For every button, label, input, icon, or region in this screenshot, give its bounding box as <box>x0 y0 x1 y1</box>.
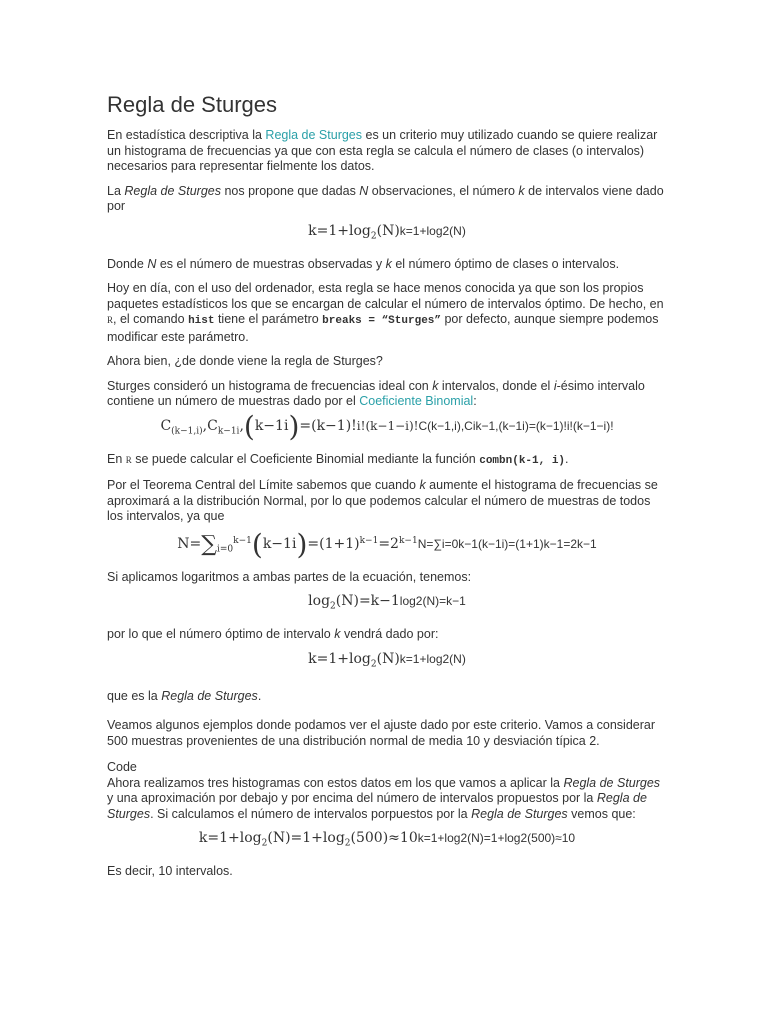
formula-math: k−1i <box>254 417 289 434</box>
paren-right: ) <box>296 527 308 561</box>
formula-sub: 2 <box>261 838 268 849</box>
text: intervalos, donde el <box>438 378 554 393</box>
var-n: N <box>147 256 157 271</box>
text: es un criterio muy utilizado cuando se quiere realizar un histograma de frecuencias ya que con esta regla se calcula el número de clases (o intervalos) necesarios para representar fielmente los datos. <box>107 128 658 173</box>
binomial-paragraph <box>107 379 667 410</box>
formula-plain: log2(N)=k−1 <box>399 594 466 609</box>
definition-paragraph <box>107 184 667 215</box>
software-paragraph <box>107 281 667 345</box>
paren-left: ( <box>251 527 263 561</box>
formula-sub: k−1i <box>217 426 240 437</box>
regla-sturges-link[interactable]: Regla de Sturges <box>265 128 363 142</box>
final-paragraph: Es decir, 10 intervalos. <box>107 864 233 879</box>
text: . <box>257 688 262 703</box>
text: y una aproximación por debajo y por encima del número de intervalos propuestos por la <box>107 791 597 806</box>
formula-plain: k=1+log2(N) <box>399 651 466 666</box>
text: que es la <box>107 688 162 703</box>
question-paragraph: Ahora bien, ¿de donde viene la regla de Sturges? <box>107 354 383 368</box>
formula-sub: 2 <box>344 838 351 849</box>
formula-math: =(1+1) <box>307 535 360 552</box>
formula-sub: (k−1,i) <box>171 426 203 437</box>
conclusion-paragraph <box>107 689 667 705</box>
formula-math: k−1i <box>262 535 297 552</box>
combn-paragraph <box>107 452 667 470</box>
r-symbol: R <box>125 454 132 465</box>
text: se puede calcular el Coeficiente Binomial mediante la función <box>131 451 480 466</box>
formula-sturges-2 <box>107 652 667 673</box>
formula-sup: k−1 <box>359 535 379 546</box>
formula-math: log <box>308 593 331 610</box>
formula-sturges <box>107 224 667 245</box>
text-italic: Regla de Sturges <box>107 791 647 821</box>
histograms-paragraph <box>107 760 667 822</box>
text-italic: Regla de Sturges <box>161 688 258 703</box>
var-k: k <box>518 183 525 198</box>
text: observaciones, el número <box>368 183 519 198</box>
var-i: i <box>553 378 557 393</box>
formula-500 <box>107 831 667 852</box>
formula-sub: 2 <box>370 659 377 670</box>
inline-code: combn(k-1, i) <box>479 454 566 467</box>
paren-left: ( <box>243 409 255 443</box>
text: Por el Teorema Central del Límite sabemos que cuando <box>107 478 420 493</box>
var-k: k <box>432 378 439 393</box>
where-paragraph <box>107 257 667 273</box>
code-label: Code <box>107 760 137 775</box>
text: Donde <box>107 256 148 271</box>
text: En estadística descriptiva la <box>107 128 266 142</box>
text: es el número de muestras observadas y <box>156 256 386 271</box>
formula-math: (N) <box>376 650 400 667</box>
formula-log <box>107 594 667 615</box>
text: de intervalos viene dado por <box>107 183 664 213</box>
formula-plain: k=1+log2(N)=1+log2(500)≈10 <box>417 831 576 846</box>
formula-math: =(k−1)! <box>299 417 357 434</box>
var-k: k <box>385 256 392 271</box>
text: . <box>565 451 569 466</box>
var-n: N <box>359 183 369 198</box>
formula-math: (500)≈10 <box>350 830 418 847</box>
text: el número óptimo de clases o intervalos. <box>391 256 620 271</box>
text-italic: Regla de Sturges <box>124 183 221 198</box>
tcl-paragraph <box>107 478 667 525</box>
formula-sub: i=0 <box>217 544 234 555</box>
paren-right: ) <box>288 409 300 443</box>
formula-sum <box>107 527 667 561</box>
text: Hoy en día, con el uso del ordenador, esta regla se hace menos conocida ya que son los propios paquetes estadísticos los que se encargan de calcular el número de intervalos óptimo. De hecho, en <box>107 281 664 311</box>
optimal-paragraph <box>107 627 667 643</box>
formula-plain: N=∑i=0k−1(k−1i)=(1+1)k−1=2k−1 <box>417 536 597 551</box>
coeficiente-binomial-link[interactable]: Coeficiente Binomial <box>359 394 474 408</box>
var-k: k <box>419 478 426 493</box>
formula-math: k=1+log <box>308 650 371 667</box>
inline-code: breaks = “Sturges” <box>322 315 441 327</box>
formula-math: ,C <box>202 417 218 434</box>
text: En <box>107 451 126 466</box>
formula-math: N= <box>177 535 202 552</box>
text: por lo que el número óptimo de intervalo <box>107 627 335 642</box>
text: . Si calculamos el número de intervalos porpuestos por la <box>150 806 472 821</box>
r-symbol: R <box>107 315 114 325</box>
text: Sturges consideró un histograma de frecuencias ideal con <box>107 378 433 393</box>
text: Ahora realizamos tres histogramas con estos datos em los que vamos a aplicar la <box>107 775 564 790</box>
formula-math: k=1+log <box>198 830 262 847</box>
text: vendrá dado por: <box>340 627 439 642</box>
log-paragraph: Si aplicamos logaritmos a ambas partes de la ecuación, tenemos: <box>107 569 472 584</box>
formula-binomial <box>107 409 667 443</box>
text: -ésimo intervalo contiene un número de muestras dado por el <box>107 378 645 408</box>
formula-math: i!(k−1−i)! <box>356 418 419 433</box>
text: por defecto, aunque siempre podemos modificar este parámetro. <box>107 312 659 344</box>
text: , el comando <box>113 312 189 326</box>
text-italic: Regla de Sturges <box>471 806 568 821</box>
text: nos propone que dadas <box>220 183 360 198</box>
formula-plain: k=1+log2(N) <box>399 223 466 238</box>
formula-sub: 2 <box>370 231 377 241</box>
formula-math: (N)=k−1 <box>335 593 400 610</box>
text: vemos que: <box>567 806 636 821</box>
formula-math: (N)=1+log <box>267 830 345 847</box>
formula-math: =2 <box>378 535 399 552</box>
formula-sup: k−1 <box>398 535 418 546</box>
examples-paragraph: Veamos algunos ejemplos donde podamos ver el ajuste dado por este criterio. Vamos a considerar 500 muestras provenientes de una distribución normal de media 10 y desviación típica 2. <box>107 718 655 748</box>
formula-math: k=1+log <box>308 222 371 239</box>
formula-math: (N) <box>376 222 400 239</box>
text: tiene el parámetro <box>214 312 323 326</box>
var-k: k <box>334 627 341 642</box>
text: : <box>473 394 477 408</box>
text-italic: Regla de Sturges <box>563 775 661 790</box>
text: La <box>107 183 125 198</box>
page-title: Regla de Sturges <box>107 92 277 117</box>
intro-paragraph <box>107 128 667 175</box>
sigma-symbol: ∑ <box>201 531 217 557</box>
text: aumente el histograma de frecuencias se aproximará a la distribución Normal, por lo que podemos calcular el número de muestras de todos los intervalos, ya que <box>107 478 658 524</box>
inline-code: hist <box>188 315 215 327</box>
formula-math: C <box>160 417 172 434</box>
formula-sup: k−1 <box>233 535 252 546</box>
formula-plain: C(k−1,i),Cik−1,(k−1i)=(k−1)!i!(k−1−i)! <box>418 418 614 433</box>
article <box>107 92 667 889</box>
formula-math: , <box>239 417 244 434</box>
formula-sub: 2 <box>330 601 336 612</box>
